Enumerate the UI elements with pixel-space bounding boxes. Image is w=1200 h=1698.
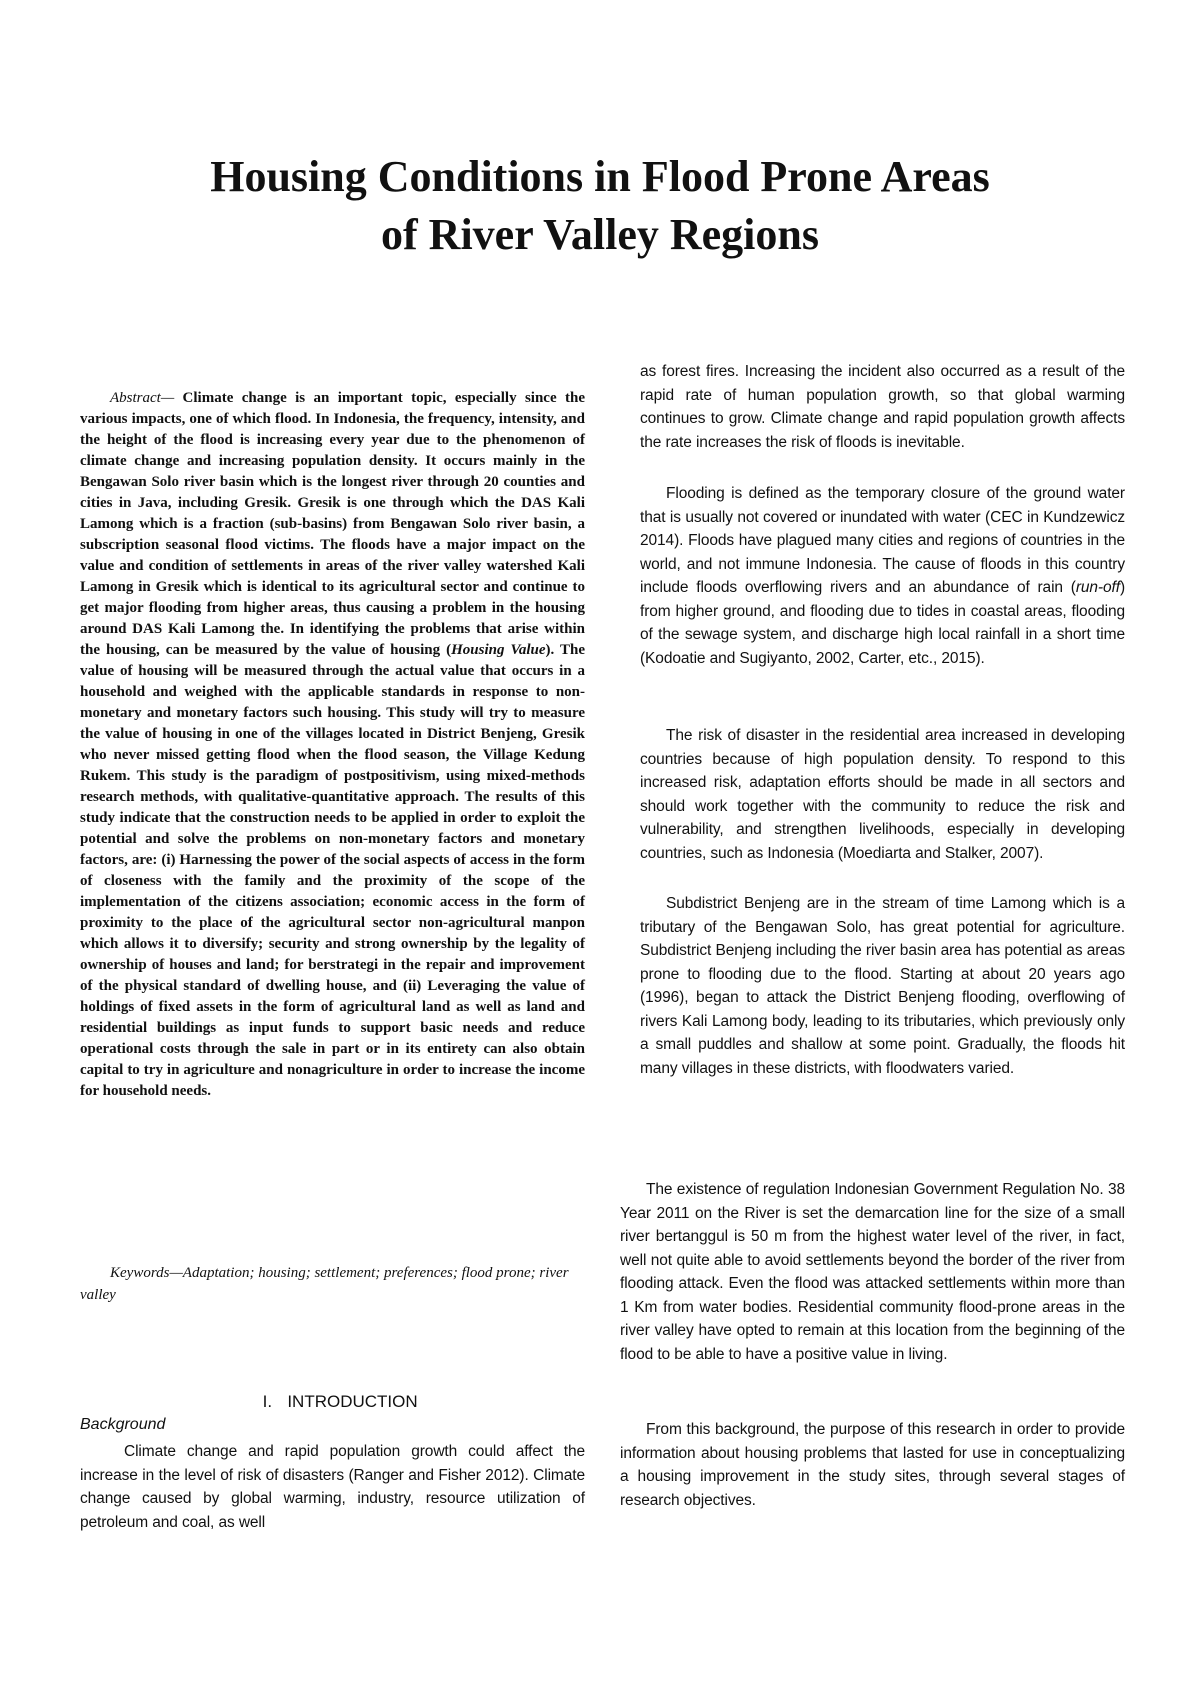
right-paragraph-2-italic: run-off	[1075, 579, 1120, 596]
paper-title	[100, 148, 1100, 264]
section-number: I.	[262, 1392, 273, 1411]
keywords: Keywords—Adaptation; housing; settlement; preferences; flood prone; river valley	[80, 1265, 569, 1303]
section-heading	[80, 1392, 585, 1412]
right-paragraph-2-text-b: ) from higher ground, and flooding due to tides in coastal areas, flooding of the sewage system, and discharge high local rainfall in a short time (Kodoatie and Sugiyanto, 2002, Carter, etc., 2015).	[640, 579, 1125, 667]
right-paragraph-1: as forest fires. Increasing the incident also occurred as a result of the rapid rate of human population growth, so that global warming continues to grow. Climate change and rapid population growth affects the rate increases the risk of floods is inevitable.	[640, 363, 1125, 451]
right-paragraph-2-text-a: Flooding is defined as the temporary closure of the ground water that is usually not covered or inundated with water (CEC in Kundzewicz 2014). Floods have plagued many cities and regions of countries in the world, and not immune Indonesia. The cause of floods in this country include floods overflowing rivers and an abundance of rain (	[640, 485, 1125, 596]
title-line-1: Housing Conditions in Flood Prone Areas	[210, 152, 990, 201]
title-line-2: of River Valley Regions	[381, 210, 819, 259]
right-paragraph-5: The existence of regulation Indonesian Government Regulation No. 38 Year 2011 on the River is set the demarcation line for the size of a small river bertanggul is 50 m from the highest water level of the river, in fact, well not quite able to avoid settlements beyond the border of the river from flooding attack. Even the flood was attacked settlements within more than 1 Km from water bodies. Residential community flood-prone areas in the river valley have opted to remain at this location from the beginning of the flood to be able to have a positive value in living.	[620, 1181, 1125, 1363]
right-paragraph-6: From this background, the purpose of this research in order to provide information about housing problems that lasted for use in conceptualizing a housing improvement in the study sites, through several stages of research objectives.	[620, 1421, 1125, 1509]
abstract-text-2: ). The value of housing will be measured through the actual value that occurs in a household and weighed with the applicable standards in response to non-monetary and monetary factors such housing. This study will try to measure the value of housing in one of the villages located in District Benjeng, Gresik who never missed getting flood when the flood season, the Village Kedung Rukem. This study is the paradigm of postpositivism, using mixed-methods research methods, with qualitative-quantitative approach. The results of this study indicate that the construction needs to be applied in order to exploit the potential and solve the problems on non-monetary factors and monetary factors, are: (i) Harnessing the power of the social aspects of access in the form of closeness with the family and the proximity of the scope of the implementation of the citizens association; economic access in the form of proximity to the place of the agricultural sector non-agricultural manpon which allows it to diversify; security and strong ownership by the legality of ownership of houses and land; for berstrategi in the repair and improvement of the physical standard of dwelling house, and (ii) Leveraging the value of holdings of fixed assets in the form of agricultural land as well as land and residential buildings as input funds to support basic needs and reduce operational costs through the sale in part or in its entirety can also obtain capital to try in agriculture and nonagriculture in order to increase the income for household needs.	[80, 642, 586, 1099]
subsection-heading: Background	[80, 1416, 166, 1433]
section-title: INTRODUCTION	[287, 1392, 418, 1411]
right-paragraph-3: The risk of disaster in the residential area increased in developing countries because of high population density. To respond to this increased risk, adaptation efforts should be made in all sectors and should work together with the community to reduce the risk and vulnerability, and strengthen livelihoods, especially in developing countries, such as Indonesia (Moediarta and Stalker, 2007).	[640, 727, 1125, 862]
right-paragraph-4: Subdistrict Benjeng are in the stream of time Lamong which is a tributary of the Bengawan Solo, has great potential for agriculture. Subdistrict Benjeng including the river basin area has potential as areas prone to flooding due to the flood. Starting at about 20 years ago (1996), began to attack the District Benjeng flooding, overflowing of rivers Kali Lamong body, leading to its tributaries, which previously only a small puddles and shallow at some point. Gradually, the floods hit many villages in these districts, with floodwaters varied.	[640, 895, 1125, 1077]
right-paragraph-2	[640, 482, 1125, 670]
abstract-label: Abstract—	[110, 390, 175, 406]
abstract-italic-term: Housing Value	[451, 642, 546, 658]
left-paragraph-1: Climate change and rapid population growth could affect the increase in the level of risk of disasters (Ranger and Fisher 2012). Climate change caused by global warming, industry, resource utilization of petroleum and coal, as well	[80, 1443, 585, 1531]
abstract-text-1: Climate change is an important topic, especially since the various impacts, one of which flood. In Indonesia, the frequency, intensity, and the height of the flood is increasing every year due to the phenomenon of climate change and increasing population density. It occurs mainly in the Bengawan Solo river basin which is the longest river through 20 counties and cities in Java, including Gresik. Gresik is one through which the DAS Kali Lamong which is a fraction (sub-basins) from Bengawan Solo river basin, a subscription seasonal flood victims. The floods have a major impact on the value and condition of settlements in areas of the river valley watershed Kali Lamong in Gresik which is identical to its agricultural sector and continue to get major flooding from higher areas, thus causing a problem in the housing around DAS Kali Lamong the. In identifying the problems that arise within the housing, can be measured by the value of housing (	[80, 390, 585, 658]
abstract	[80, 388, 585, 1102]
